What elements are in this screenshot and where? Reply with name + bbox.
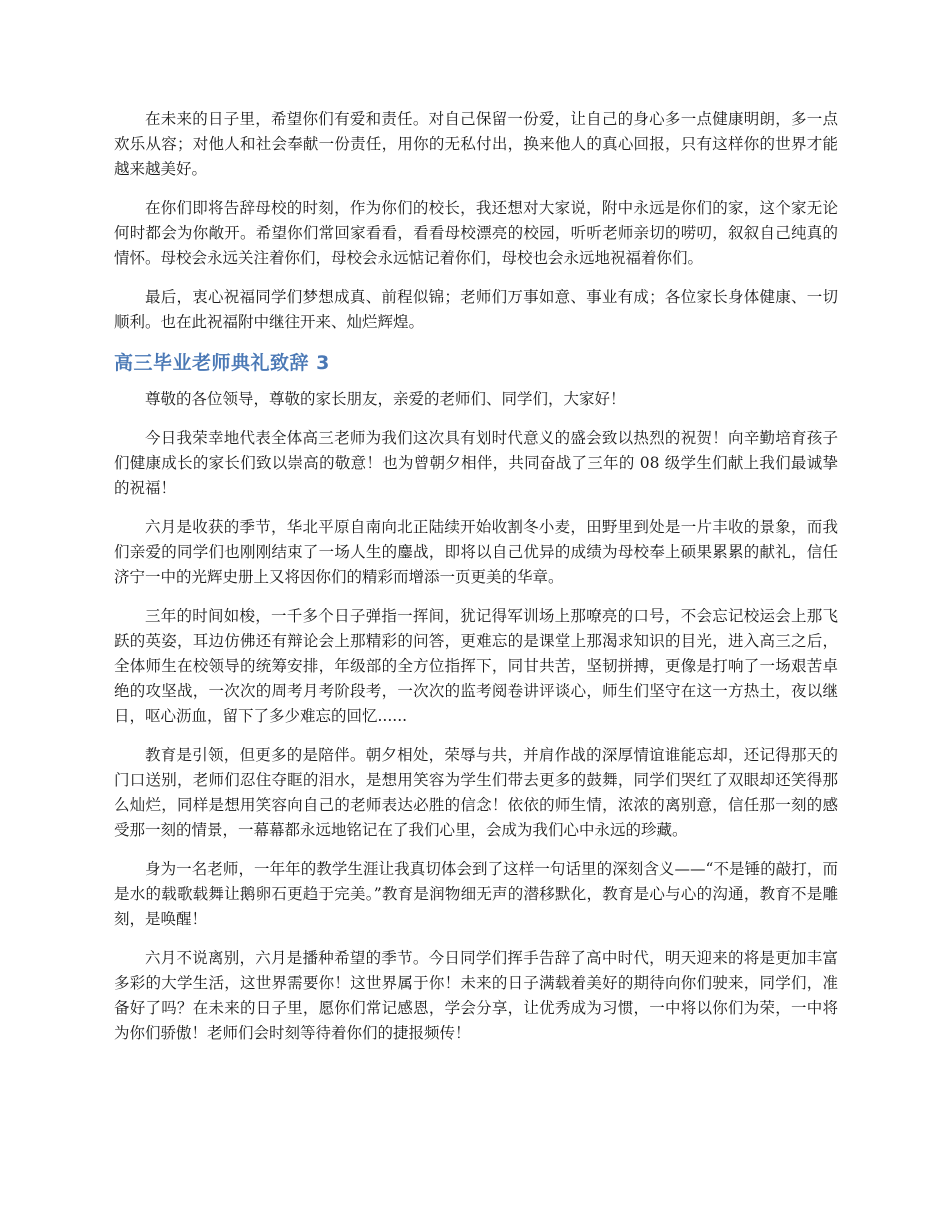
- paragraph: 尊敬的各位领导，尊敬的家长朋友，亲爱的老师们、同学们，大家好！: [145, 390, 626, 408]
- paragraph: 三年的时间如梭，一千多个日子弹指一挥间，犹记得军训场上那嘹亮的口号，不会忘记校运会上那飞跃的英姿，耳边仿佛还有辩论会上那精彩的问答，更难忘的是课堂上那渴求知识的目光，进入高三之后，全体师生在校领导的统筹安排，年级部的全方位指挥下，同甘共苦，坚韧拼搏，更像是打响了一场艰苦卓绝的攻坚战，一次次的周考月考阶段考，一次次的监考阅卷讲评谈心，师生们坚守在这一方热土，夜以继日，呕心沥血，留下了多少难忘的回忆......: [114, 607, 838, 725]
- paragraph: 教育是引领，但更多的是陪伴。朝夕相处，荣辱与共，并肩作战的深厚情谊谁能忘却，还记得那天的门口送别，老师们忍住夺眶的泪水，是想用笑容为学生们带去更多的鼓舞，同学们哭红了双眼却还笑得那么灿烂，同样是想用笑容向自己的老师表达必胜的信念！依依的师生情，浓浓的离别意，信任那一刻的感受那一刻的情景，一幕幕都永远地铭记在了我们心里，会成为我们心中永远的珍藏。: [114, 746, 838, 839]
- paragraph: 六月不说离别，六月是播种希望的季节。今日同学们挥手告辞了高中时代，明天迎来的将是更加丰富多彩的大学生活，这世界需要你！这世界属于你！未来的日子满载着美好的期待向你们驶来，同学们，准备好了吗？在未来的日子里，愿你们常记感恩，学会分享，让优秀成为习惯，一中将以你们为荣，一中将为你们骄傲！老师们会时刻等待着你们的捷报频传！: [114, 949, 838, 1042]
- section-heading: 高三毕业老师典礼致辞 3: [114, 352, 330, 374]
- paragraph: 在你们即将告辞母校的时刻，作为你们的校长，我还想对大家说，附中永远是你们的家，这个家无论何时都会为你敞开。希望你们常回家看看，看看母校漂亮的校园，听听老师亲切的唠叨，叙叙自己纯真的情怀。母校会永远关注着你们，母校会永远惦记着你们，母校也会永远地祝福着你们。: [114, 199, 838, 267]
- paragraph: 在未来的日子里，希望你们有爱和责任。对自己保留一份爱，让自己的身心多一点健康明朗，多一点欢乐从容；对他人和社会奉献一份责任，用你的无私付出，换来他人的真心回报，只有这样你的世界才能越来越美好。: [114, 110, 838, 178]
- paragraph: 身为一名老师，一年年的教学生涯让我真切体会到了这样一句话里的深刻含义——“不是锤的敲打，而是水的载歌载舞让鹅卵石更趋于完美。”教育是润物细无声的潜移默化，教育是心与心的沟通，教育不是雕刻，是唤醒！: [114, 860, 838, 928]
- paragraph: 最后，衷心祝福同学们梦想成真、前程似锦；老师们万事如意、事业有成；各位家长身体健康、一切顺利。也在此祝福附中继往开来、灿烂辉煌。: [114, 288, 838, 331]
- document-page: [114, 107, 838, 1060]
- paragraph: 今日我荣幸地代表全体高三老师为我们这次具有划时代意义的盛会致以热烈的祝贺！向辛勤培育孩子们健康成长的家长们致以崇高的敬意！也为曾朝夕相伴，共同奋战了三年的 08 级学生们献上我们最诚挚的祝福！: [114, 429, 838, 497]
- paragraph: 六月是收获的季节，华北平原自南向北正陆续开始收割冬小麦，田野里到处是一片丰收的景象，而我们亲爱的同学们也刚刚结束了一场人生的鏖战，即将以自己优异的成绩为母校奉上硕果累累的献礼，信任济宁一中的光辉史册上又将因你们的精彩而增添一页更美的华章。: [114, 518, 838, 586]
